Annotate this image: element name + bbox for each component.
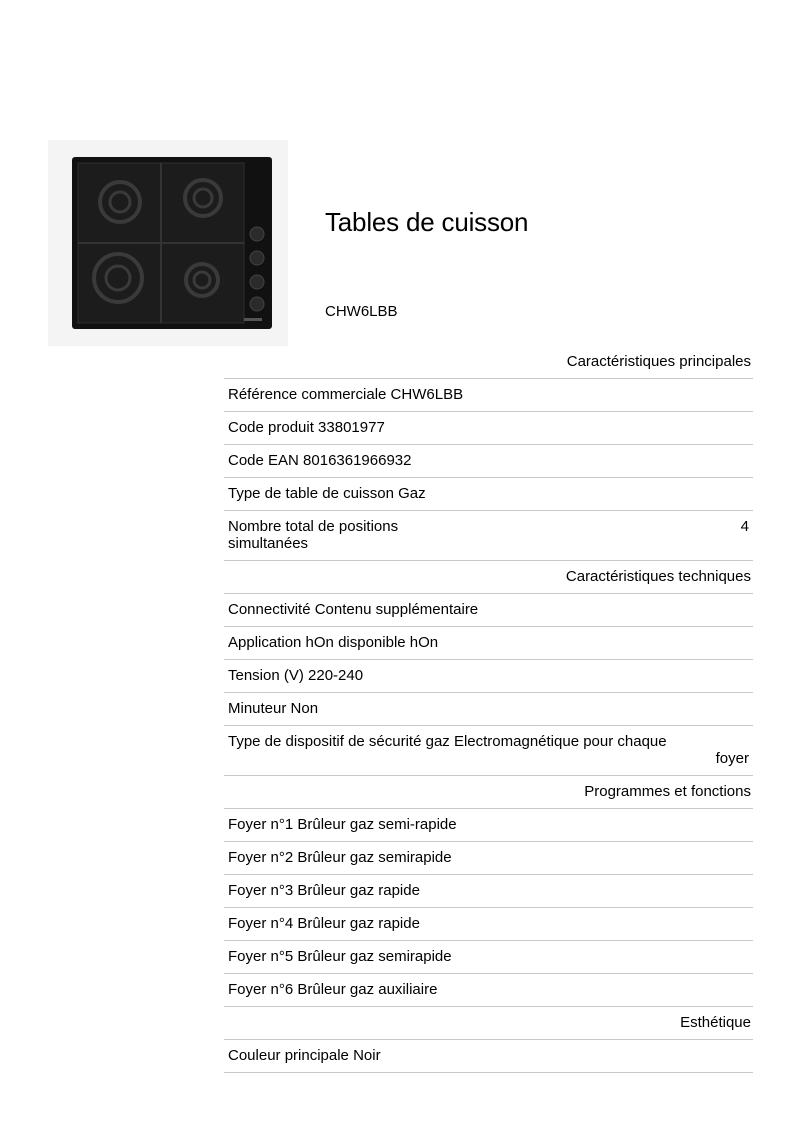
spec-row: Tension (V) 220-240 [224,660,753,693]
spec-row: Couleur principale Noir [224,1040,753,1073]
section-heading-technical: Caractéristiques techniques [224,561,753,594]
spec-value: 4 [740,518,749,535]
spec-row: Référence commerciale CHW6LBB [224,379,753,412]
section-heading-programs: Programmes et fonctions [224,776,753,809]
model-number: CHW6LBB [325,303,398,320]
spec-row: Foyer n°2 Brûleur gaz semirapide [224,842,753,875]
spec-row: Type de table de cuisson Gaz [224,478,753,511]
spec-row: Application hOn disponible hOn [224,627,753,660]
spec-text-line1: Type de dispositif de sécurité gaz Electromagnétique pour chaque [228,733,667,750]
spec-row: Foyer n°1 Brûleur gaz semi-rapide [224,809,753,842]
spec-row: Code produit 33801977 [224,412,753,445]
spec-row: Minuteur Non [224,693,753,726]
spec-row: Foyer n°6 Brûleur gaz auxiliaire [224,974,753,1007]
spec-row [224,511,753,561]
section-heading-aesthetics: Esthétique [224,1007,753,1040]
spec-row: Code EAN 8016361966932 [224,445,753,478]
section-heading-main: Caractéristiques principales [224,346,753,379]
spec-row: Foyer n°5 Brûleur gaz semirapide [224,941,753,974]
product-image [48,140,288,346]
spec-row: Connectivité Contenu supplémentaire [224,594,753,627]
spec-label: Nombre total de positions simultanées [228,518,399,552]
spec-text-line2: foyer [715,750,749,767]
spec-row [224,726,753,776]
spec-row: Foyer n°4 Brûleur gaz rapide [224,908,753,941]
spec-table [224,346,753,1073]
gas-hob-icon [48,140,288,346]
spec-row: Foyer n°3 Brûleur gaz rapide [224,875,753,908]
page-title: Tables de cuisson [325,207,529,237]
